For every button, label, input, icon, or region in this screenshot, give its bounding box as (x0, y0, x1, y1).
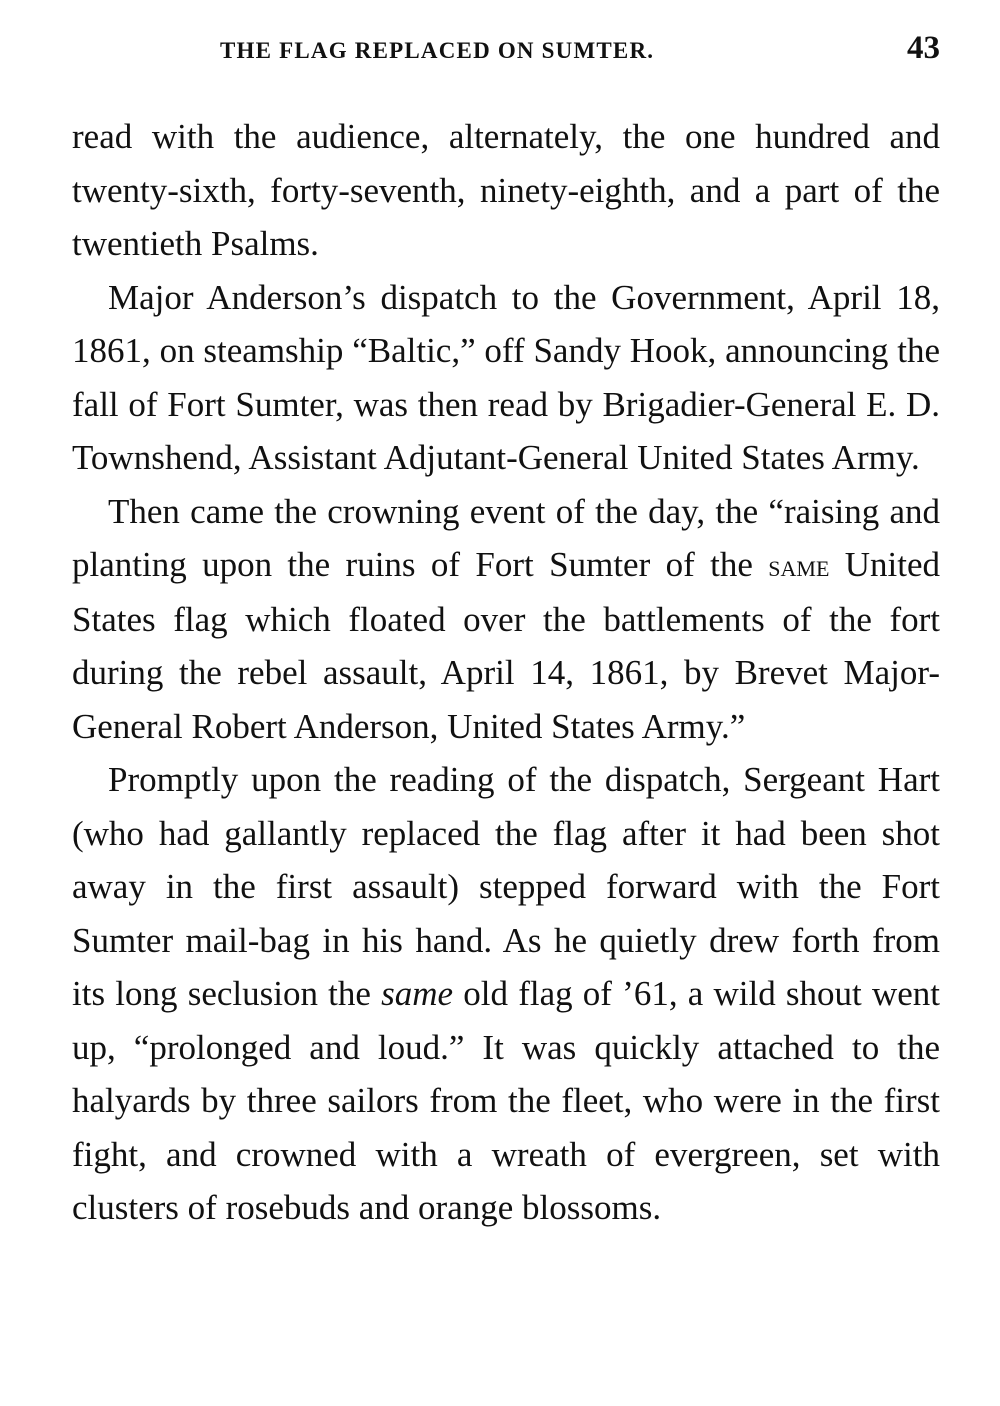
paragraph-3 (72, 485, 940, 754)
paragraph-4-text-before: Promptly upon the reading of the dispatch, Sergeant Hart (who had gallantly replaced the flag after it had been shot away in the first assault) stepped forward with the Fort Sumter mail-bag in his hand. As he quietly drew forth from its long seclusion the (72, 760, 940, 1013)
paragraph-4-italic-word: same (381, 974, 454, 1013)
paragraph-3-text-before: Then came the crowning event of the day, the “raising and planting upon the ruins of Fort Sumter of the (72, 491, 940, 584)
paragraph-3-small-caps-word: same (768, 548, 830, 583)
paragraph-1: read with the audience, alternately, the one hundred and twenty-sixth, forty-seventh, ninety-eighth, and a part of the twentieth Psalms. (72, 117, 940, 263)
page-number: 43 (907, 30, 940, 66)
body-text (72, 110, 940, 1235)
book-page (72, 28, 940, 1235)
running-header (72, 28, 940, 78)
paragraph-4-text-after: old flag of ’61, a wild shout went up, “prolonged and loud.” It was quickly attached to the halyards by three sailors from the fleet, who were in the first fight, and crowned with a wreath of evergreen, set with clusters of rosebuds and orange blossoms. (72, 974, 941, 1227)
running-title: THE FLAG REPLACED ON SUMTER. (220, 38, 655, 63)
paragraph-4 (72, 753, 940, 1235)
paragraph-2: Major Anderson’s dispatch to the Government, April 18, 1861, on steamship “Baltic,” off Sandy Hook, announcing the fall of Fort Sumter, was then read by Brigadier-General E. D. Townshend, Assistant Adjutant-General United States Army. (72, 277, 940, 477)
paragraph-3-text-after: United States flag which floated over the battlements of the fort during the rebel assault, April 14, 1861, by Brevet Major-General Robert Anderson, United States Army.” (72, 545, 941, 746)
